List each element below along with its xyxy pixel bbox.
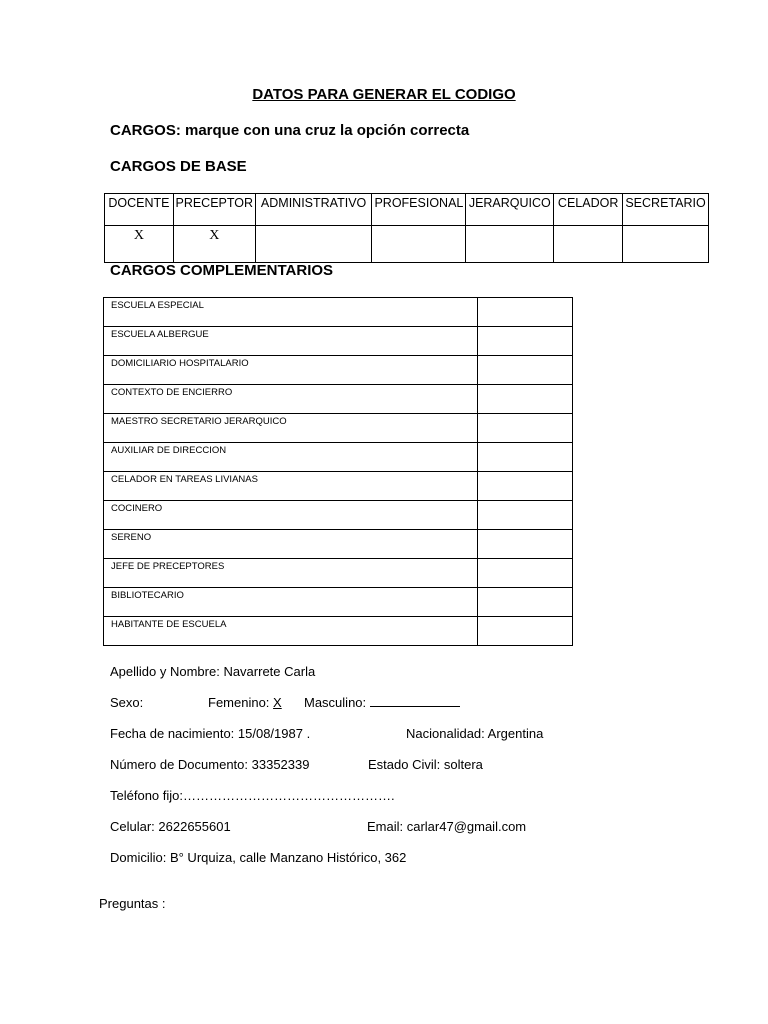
domicilio-field: Domicilio: B° Urquiza, calle Manzano Histórico, 362 [110, 850, 407, 865]
mark-profesional[interactable] [372, 226, 466, 263]
comp-row-label: AUXILIAR DE DIRECCION [104, 443, 478, 472]
cargos-base-table [104, 193, 709, 263]
telefono-fijo-field: Teléfono fijo:…………………………………………. [110, 788, 395, 803]
col-profesional: PROFESIONAL [372, 194, 466, 226]
mark-jerarquico[interactable] [466, 226, 554, 263]
celular-field: Celular: 2622655601 [110, 819, 231, 834]
femenino-label: Femenino: [208, 695, 274, 710]
comp-row-check[interactable] [478, 501, 573, 530]
sexo-label: Sexo: [110, 695, 144, 710]
mark-celador[interactable] [554, 226, 623, 263]
mark-secretario[interactable] [623, 226, 709, 263]
fecha-nacimiento-field: Fecha de nacimiento: 15/08/1987 . [110, 726, 311, 741]
col-secretario: SECRETARIO [623, 194, 709, 226]
comp-row-check[interactable] [478, 385, 573, 414]
masculino-label: Masculino: [304, 695, 370, 710]
col-administrativo: ADMINISTRATIVO [255, 194, 372, 226]
preguntas-label: Preguntas : [99, 896, 166, 911]
email-field: Email: carlar47@gmail.com [367, 819, 527, 834]
comp-row-label: ESCUELA ALBERGUE [104, 327, 478, 356]
comp-row-label: ESCUELA ESPECIAL [104, 298, 478, 327]
comp-row-check[interactable] [478, 356, 573, 385]
comp-row-check[interactable] [478, 443, 573, 472]
femenino-value: X [273, 695, 282, 710]
masculino-blank[interactable] [370, 695, 460, 707]
comp-row-check[interactable] [478, 472, 573, 501]
femenino-field [208, 695, 282, 710]
col-jerarquico: JERARQUICO [466, 194, 554, 226]
cargos-base-heading: CARGOS DE BASE [110, 158, 247, 175]
cargos-complementarios-heading: CARGOS COMPLEMENTARIOS [110, 262, 334, 279]
comp-row-check[interactable] [478, 559, 573, 588]
col-preceptor: PRECEPTOR [173, 194, 255, 226]
comp-row-label: BIBLIOTECARIO [104, 588, 478, 617]
col-celador: CELADOR [554, 194, 623, 226]
comp-row-check[interactable] [478, 617, 573, 646]
comp-row-check[interactable] [478, 327, 573, 356]
comp-row-label: JEFE DE PRECEPTORES [104, 559, 478, 588]
mark-preceptor[interactable]: X [173, 226, 255, 263]
comp-row-label: COCINERO [104, 501, 478, 530]
comp-row-check[interactable] [478, 414, 573, 443]
col-docente: DOCENTE [105, 194, 174, 226]
numero-documento-field: Número de Documento: 33352339 [110, 757, 310, 772]
mark-docente[interactable]: X [105, 226, 174, 263]
comp-row-label: SERENO [104, 530, 478, 559]
comp-row-check[interactable] [478, 588, 573, 617]
comp-row-check[interactable] [478, 298, 573, 327]
comp-row-label: HABITANTE DE ESCUELA [104, 617, 478, 646]
comp-row-label: DOMICILIARIO HOSPITALARIO [104, 356, 478, 385]
document-title: DATOS PARA GENERAR EL CODIGO [252, 86, 516, 103]
estado-civil-field: Estado Civil: soltera [368, 757, 483, 772]
apellido-nombre-field: Apellido y Nombre: Navarrete Carla [110, 664, 316, 679]
comp-row-check[interactable] [478, 530, 573, 559]
mark-administrativo[interactable] [255, 226, 372, 263]
masculino-field [304, 695, 460, 710]
comp-row-label: MAESTRO SECRETARIO JERARQUICO [104, 414, 478, 443]
comp-row-label: CONTEXTO DE ENCIERRO [104, 385, 478, 414]
comp-row-label: CELADOR EN TAREAS LIVIANAS [104, 472, 478, 501]
cargos-instruction: CARGOS: marque con una cruz la opción correcta [110, 122, 470, 139]
nacionalidad-field: Nacionalidad: Argentina [406, 726, 544, 741]
cargos-complementarios-table [103, 297, 573, 646]
